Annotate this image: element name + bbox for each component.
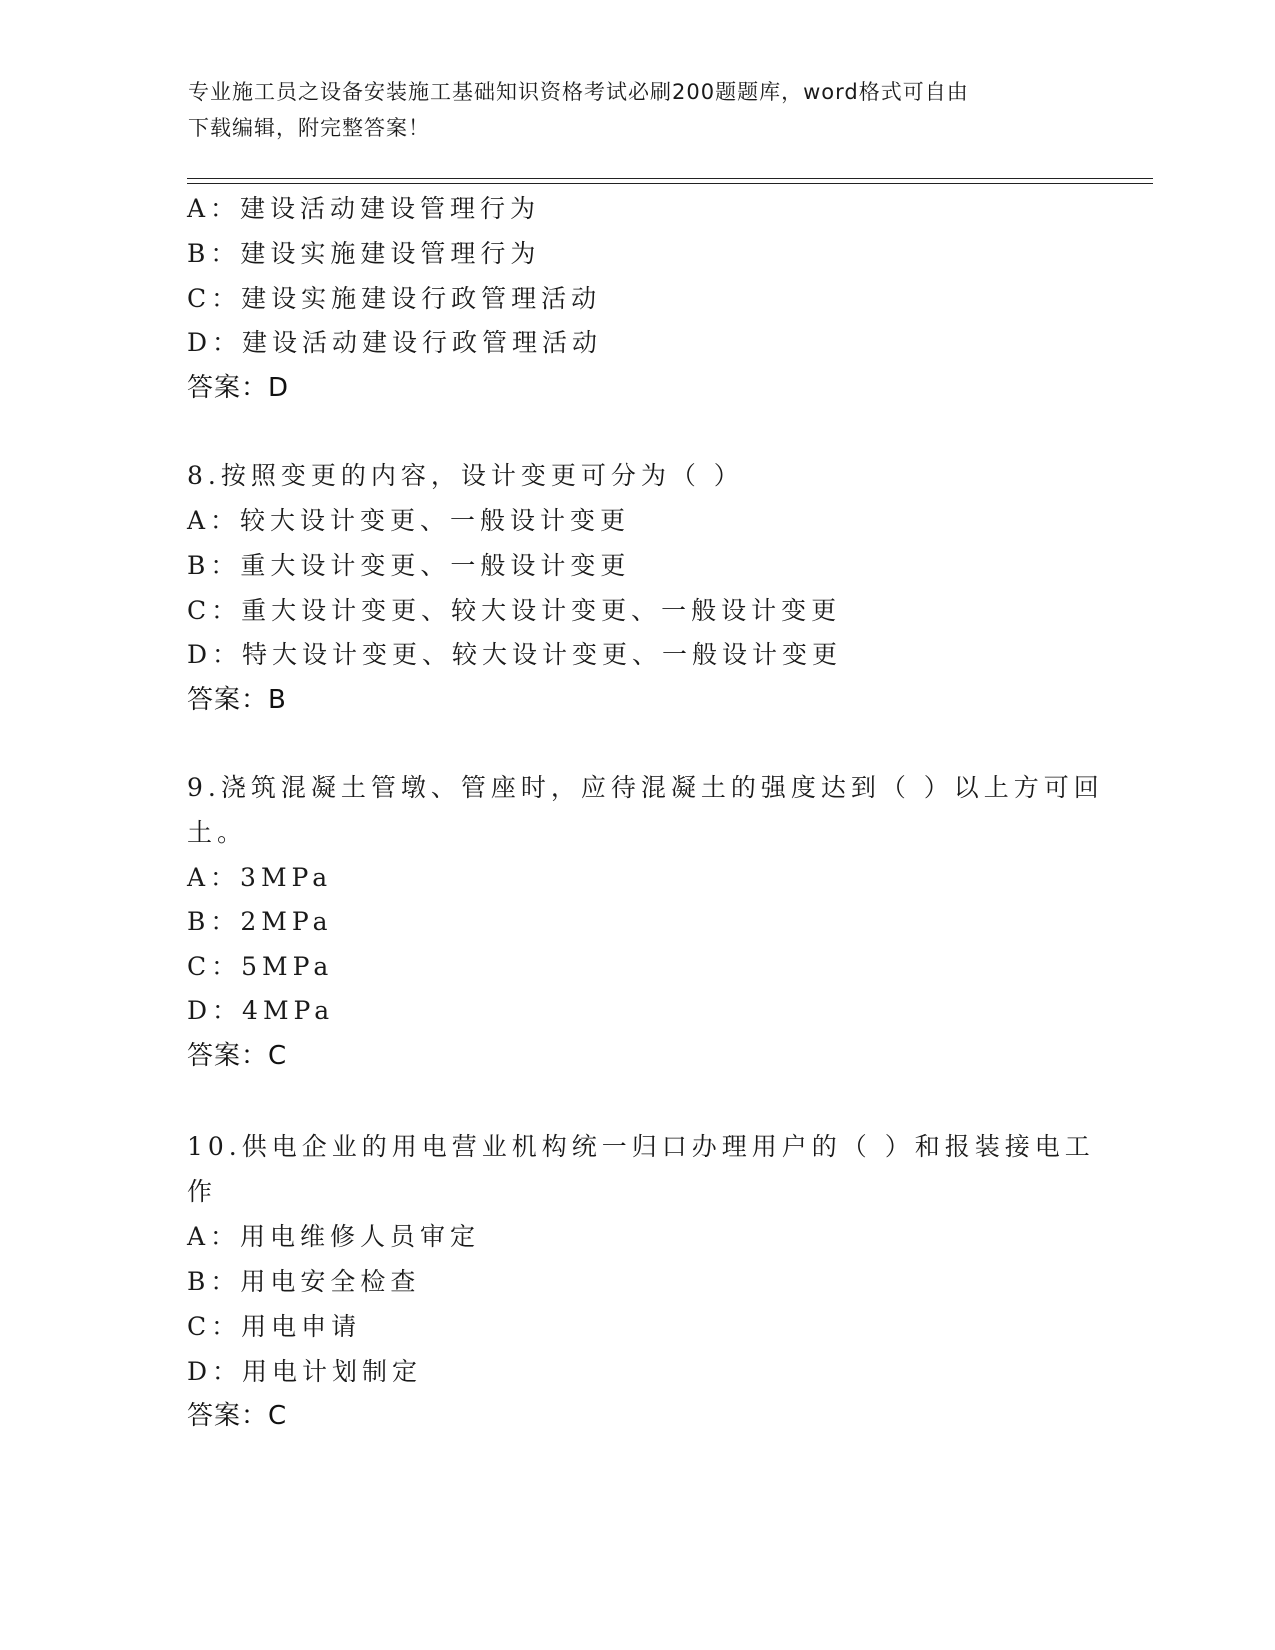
q8-question: 8.按照变更的内容，设计变更可分为（ ） [187, 461, 744, 490]
q10-option-c: C：用电申请 [187, 1312, 362, 1341]
q9-answer: 答案：C [187, 1041, 288, 1071]
q9-question-line-1: 9.浇筑混凝土管墩、管座时，应待混凝土的强度达到（ ）以上方可回 [187, 773, 1104, 802]
q7-option-c: C：建设实施建设行政管理活动 [187, 284, 602, 313]
q10-option-d: D：用电计划制定 [187, 1357, 423, 1386]
q9-option-b: B：2MPa [187, 907, 333, 936]
q9-option-a: A：3MPa [187, 863, 333, 892]
q10-question-line-2: 作 [187, 1177, 218, 1206]
q7-option-b: B：建设实施建设管理行为 [187, 239, 541, 268]
q7-option-d: D：建设活动建设行政管理活动 [187, 328, 603, 357]
q8-option-d: D：特大设计变更、较大设计变更、一般设计变更 [187, 640, 843, 669]
q8-option-b: B：重大设计变更、一般设计变更 [187, 551, 631, 580]
q10-question-line-1: 10.供电企业的用电营业机构统一归口办理用户的（ ）和报装接电工 [187, 1132, 1095, 1161]
q10-answer: 答案：C [187, 1401, 288, 1431]
q8-option-a: A：较大设计变更、一般设计变更 [187, 506, 631, 535]
header-divider-bottom [187, 183, 1153, 184]
q9-option-d: D：4MPa [187, 996, 335, 1025]
q9-question-line-2: 土。 [187, 818, 248, 847]
header-divider-top [187, 178, 1153, 179]
header-line-2: 下载编辑，附完整答案！ [188, 116, 430, 140]
q8-option-c: C：重大设计变更、较大设计变更、一般设计变更 [187, 596, 842, 625]
header-line-1: 专业施工员之设备安装施工基础知识资格考试必刷200题题库，word格式可自由 [188, 80, 969, 104]
q9-option-c: C：5MPa [187, 952, 334, 981]
document-header [188, 74, 1068, 146]
q7-option-a: A：建设活动建设管理行为 [187, 194, 541, 223]
q10-option-a: A：用电维修人员审定 [187, 1222, 481, 1251]
q7-answer: 答案：D [187, 373, 290, 403]
q8-answer: 答案：B [187, 685, 287, 715]
q10-option-b: B：用电安全检查 [187, 1267, 421, 1296]
